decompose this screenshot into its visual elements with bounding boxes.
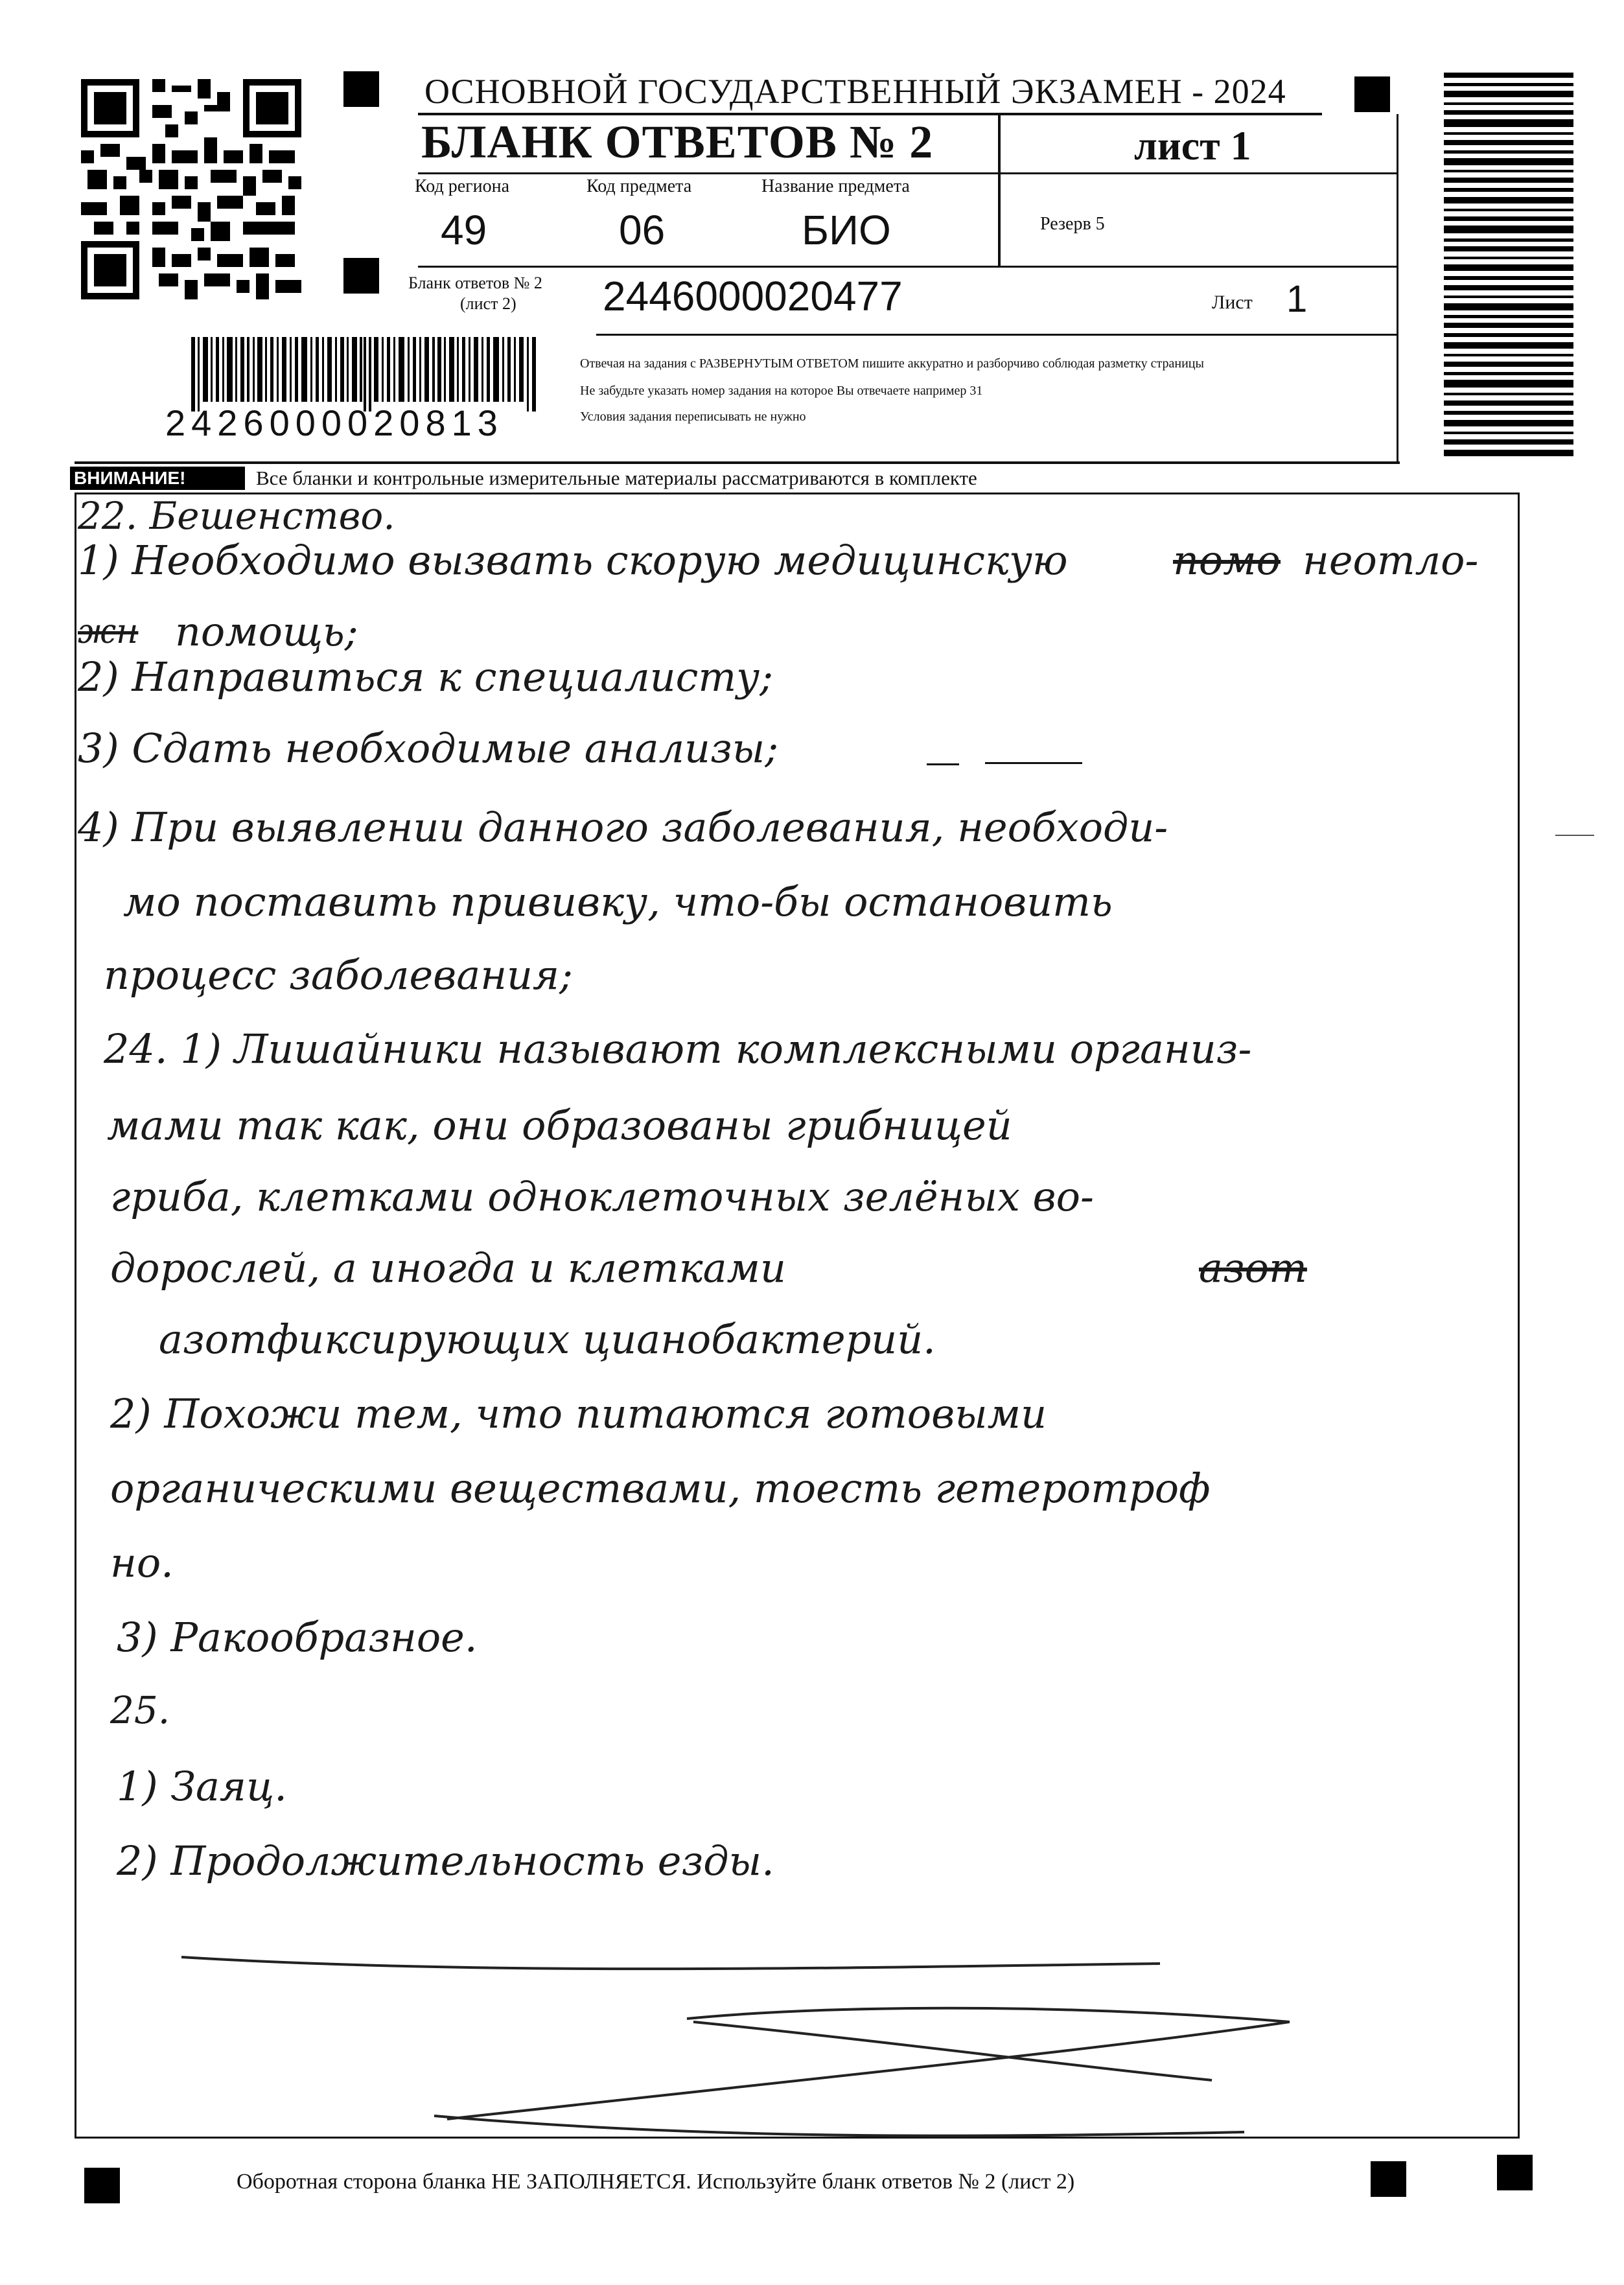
answer-line: органическими веществами, тоесть гетеротроф: [110, 1465, 1211, 1512]
header-rule: [596, 334, 1397, 336]
registration-mark: [1371, 2161, 1406, 2197]
scribble-mark: [927, 763, 959, 765]
form-title: БЛАНК ОТВЕТОВ № 2: [421, 116, 934, 168]
header-bottom-rule: [75, 461, 1400, 464]
answer-line: 25.: [110, 1688, 170, 1732]
reserve-label: Резерв 5: [1040, 214, 1105, 234]
answer-line: 1) Необходимо вызвать скорую медицинскую: [78, 537, 1068, 584]
instructions-line: Не забудьте указать номер задания на которое Вы отвечаете например 31: [580, 384, 983, 398]
answer-strikethrough: азот: [1199, 1244, 1307, 1292]
side-barcode: [1444, 73, 1573, 461]
subject-code-label: Код предмета: [586, 176, 692, 196]
region-label: Код региона: [415, 176, 510, 196]
answer-line: мо поставить прививку, что-бы остановить: [123, 878, 1113, 925]
sheet-title: лист 1: [1134, 122, 1251, 168]
answer-line: 24. 1) Лишайники называют комплексными организ-: [104, 1025, 1252, 1073]
answer-line: неотло-: [1303, 537, 1479, 584]
registration-mark: [1497, 2155, 1533, 2190]
subject-code-value: 06: [619, 207, 666, 253]
answer-line: дорослей, а иногда и клетками: [110, 1244, 786, 1292]
cancel-strokes: [175, 1944, 1341, 2139]
answer-strikethrough: жн: [78, 612, 139, 651]
answer-line: азотфиксирующих цианобактерий.: [159, 1316, 936, 1363]
registration-mark: [84, 2168, 120, 2203]
answer-line: процесс заболевания;: [104, 951, 573, 999]
answer-line: 3) Ракообразное.: [117, 1614, 478, 1661]
answer-line: помощь;: [175, 608, 358, 655]
answer-line: гриба, клетками одноклеточных зелёных во-: [110, 1173, 1094, 1220]
region-value: 49: [441, 207, 487, 253]
registration-mark: [343, 71, 379, 107]
answer-line: мами так как, они образованы грибницей: [107, 1102, 1012, 1149]
footer-note: Оборотная сторона бланка НЕ ЗАПОЛНЯЕТСЯ. Используйте бланк ответов № 2 (лист 2): [237, 2170, 1075, 2194]
instructions-line: Отвечая на задания с РАЗВЕРНУТЫМ ОТВЕТОМ пишите аккуратно и разборчиво соблюдая разметку страницы: [580, 356, 1204, 371]
answer-line: 4) При выявлении данного заболевания, необходи-: [78, 804, 1168, 851]
subject-name-value: БИО: [802, 207, 891, 253]
warning-text: Все бланки и контрольные измерительные материалы рассматриваются в комплекте: [256, 467, 977, 489]
qr-code: [75, 73, 308, 306]
barcode-number: 2426000020813: [165, 402, 504, 443]
warning-badge-text: ВНИМАНИЕ!: [74, 468, 186, 488]
registration-mark: [1354, 76, 1390, 112]
answer-line: 2) Продолжительность езды.: [117, 1837, 774, 1885]
form-ref-label: Бланк ответов № 2: [408, 273, 542, 292]
registration-mark: [343, 258, 379, 294]
title-divider: [998, 115, 1001, 266]
exam-title: ОСНОВНОЙ ГОСУДАРСТВЕННЫЙ ЭКЗАМЕН - 2024: [424, 72, 1286, 111]
header-rule: [418, 266, 1397, 268]
subject-name-label: Название предмета: [761, 176, 910, 196]
margin-tick: [1555, 835, 1594, 836]
form-ref-label-sheet: (лист 2): [460, 294, 516, 313]
sheet-value: 1: [1286, 278, 1308, 320]
answer-line: 2) Направиться к специалисту;: [78, 653, 774, 701]
form-number: 2446000020477: [603, 273, 903, 319]
header-rule: [418, 172, 1397, 174]
answer-line: но.: [110, 1539, 174, 1586]
sheet-label: Лист: [1212, 292, 1253, 313]
answer-line: 3) Сдать необходимые анализы;: [78, 725, 779, 772]
answer-line: 1) Заяц.: [117, 1763, 287, 1810]
instructions-line: Условия задания переписывать не нужно: [580, 410, 806, 424]
form-barcode: [191, 337, 541, 412]
answer-strikethrough: помо: [1173, 537, 1281, 584]
scribble-mark: [985, 762, 1082, 764]
answer-line: 2) Похожи тем, что питаются готовыми: [110, 1390, 1047, 1437]
answer-line: 22. Бешенство.: [78, 494, 395, 538]
header-right-border: [1397, 114, 1398, 464]
